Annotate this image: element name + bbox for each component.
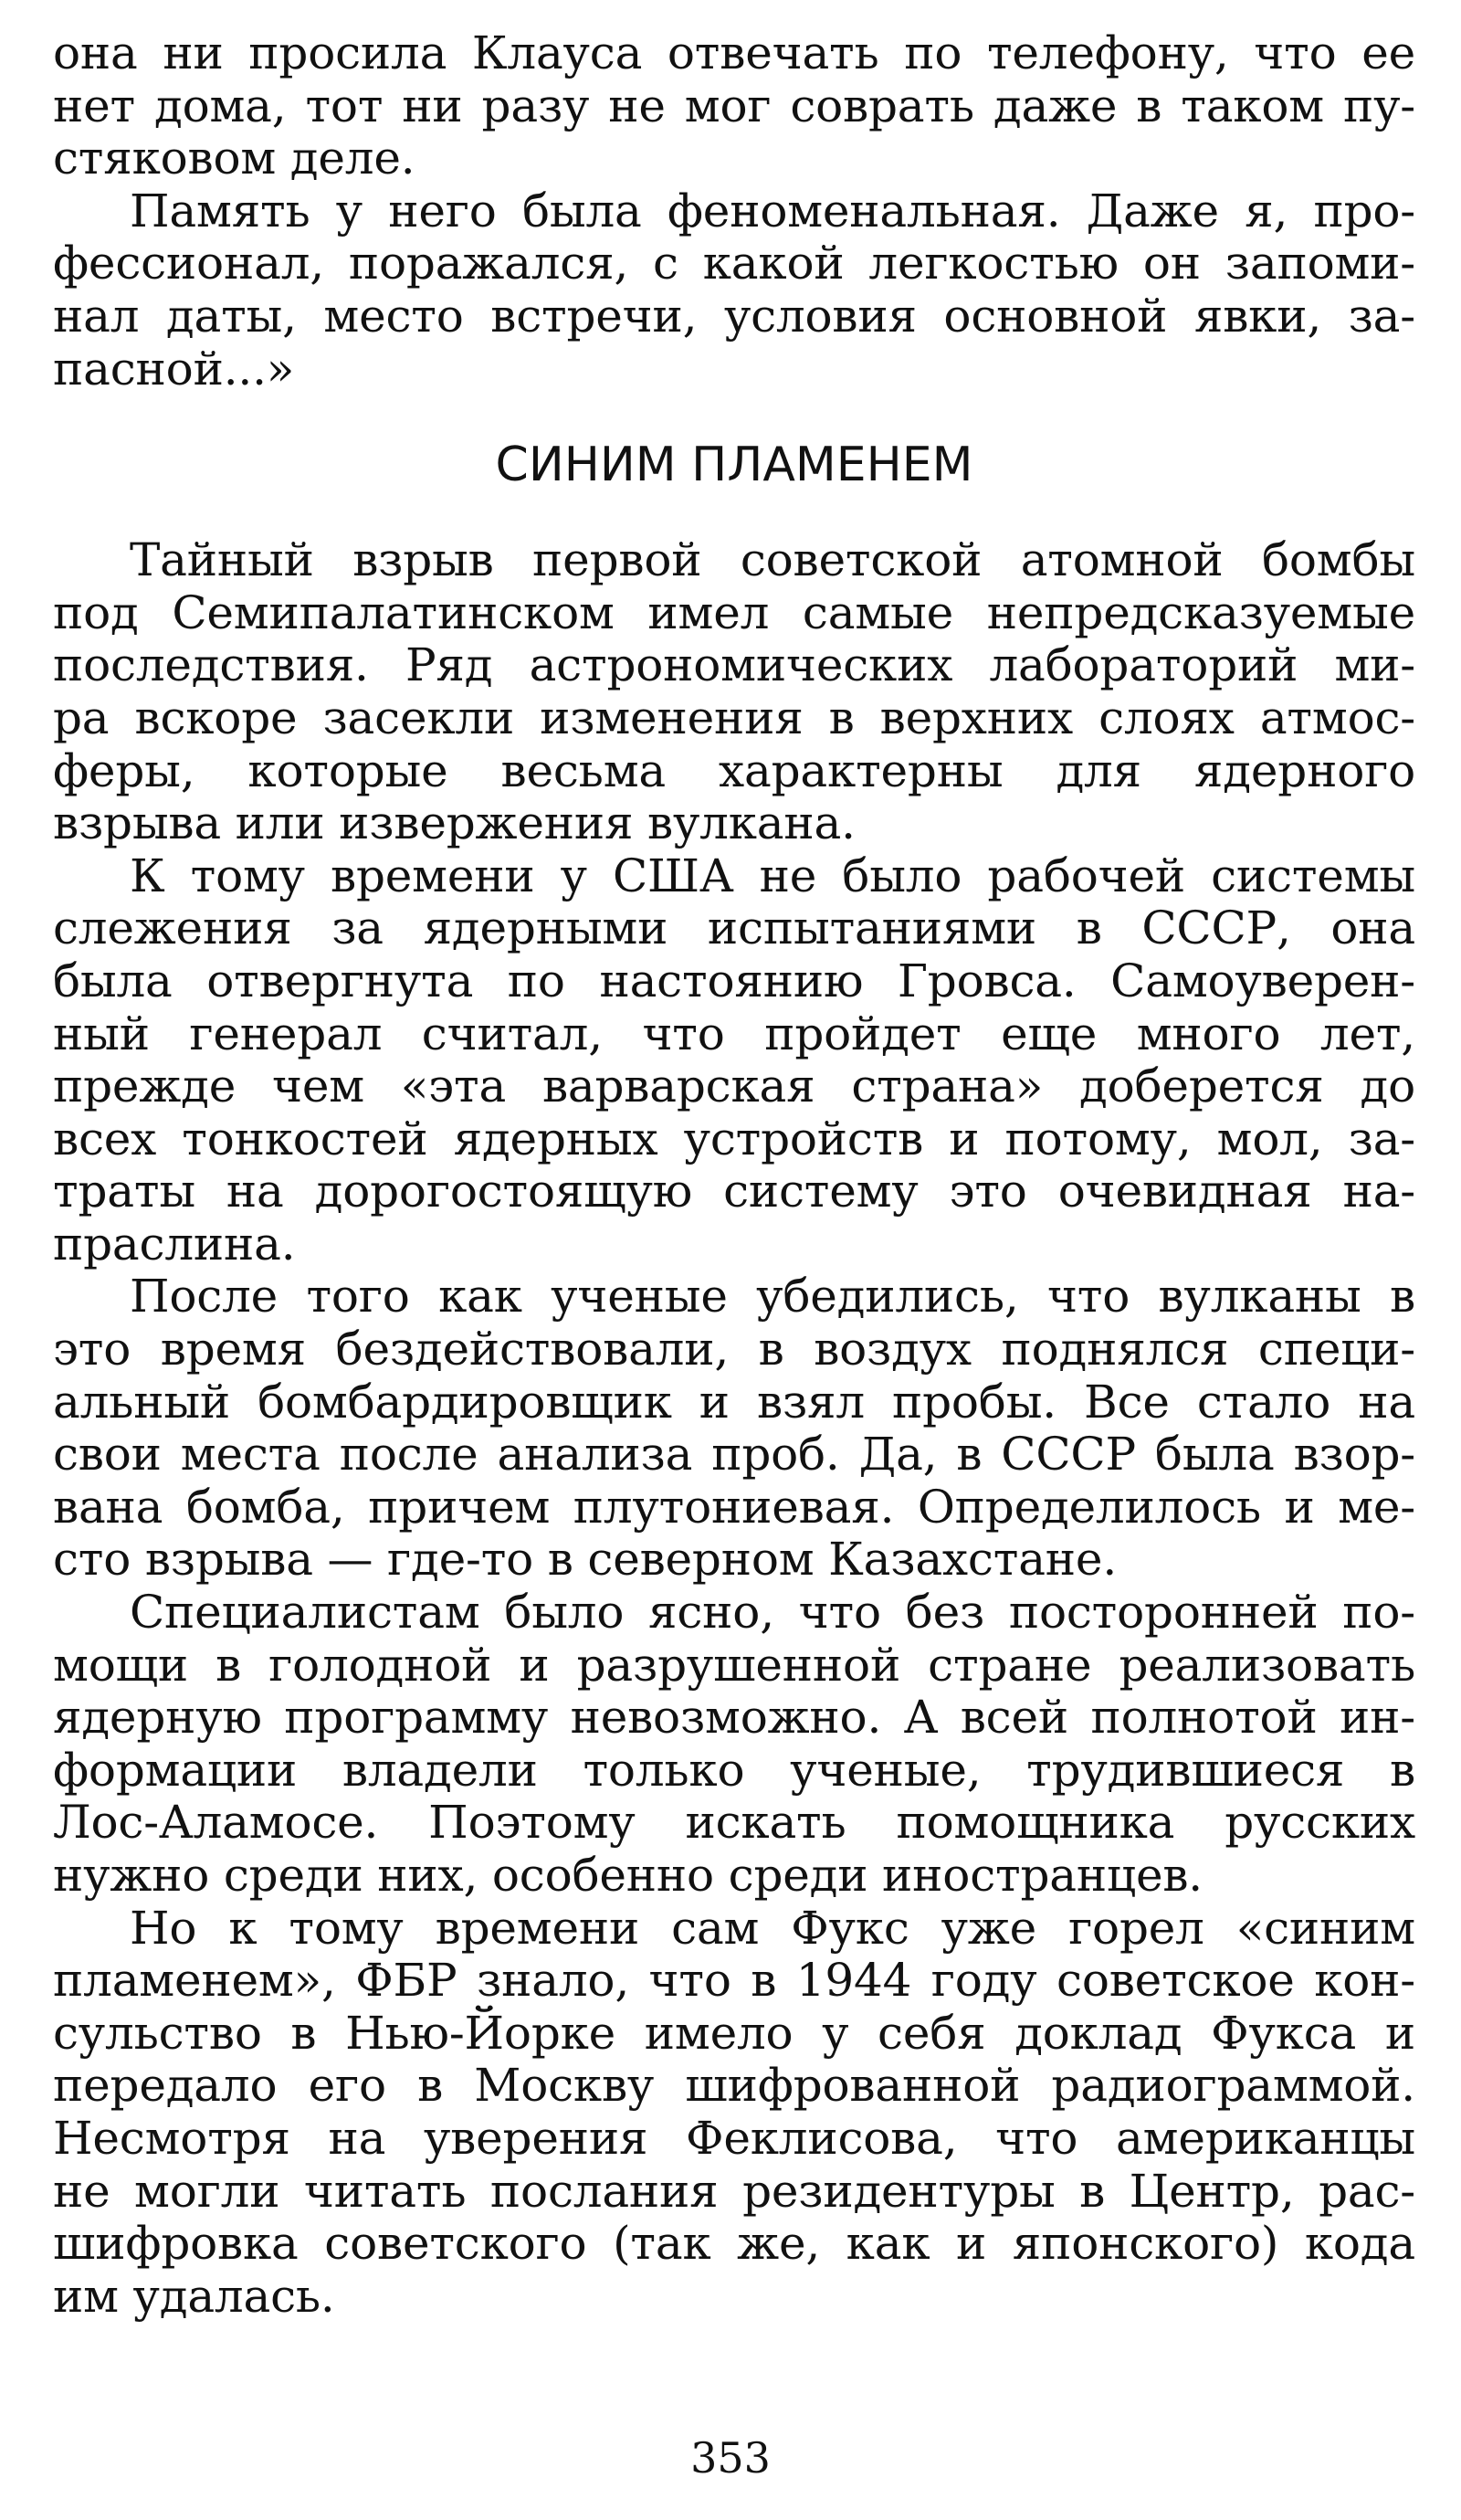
paragraph [53, 1903, 1415, 2324]
text-line: Тайный взрыв первой советской атомной бомбы [130, 533, 1415, 587]
text-line: нал даты, место встречи, условия основной явки, за- [53, 289, 1415, 343]
page-number: 353 [690, 2433, 771, 2483]
text-line: сто взрыва — где-то в северном Казахстане. [53, 1533, 1118, 1587]
text-line: пламенем», ФБР знало, что в 1944 году советское кон- [53, 1954, 1415, 2008]
text-line: передало его в Москву шифрованной радиограммой. [53, 2059, 1415, 2113]
text-line: нужно среди них, особенно среди иностранцев. [53, 1849, 1203, 1902]
text-line: слежения за ядерными испытаниями в СССР, она [53, 902, 1415, 955]
text-line: праслина. [53, 1217, 296, 1271]
text-line: всех тонкостей ядерных устройств и потому, мол, за- [53, 1112, 1415, 1165]
text-line: она ни просила Клауса отвечать по телефону, что ее [53, 26, 1415, 79]
text-line: Память у него была феноменальная. Даже я, про- [130, 184, 1415, 237]
text-line: траты на дорогостоящую систему это очевидная на- [53, 1165, 1415, 1218]
paragraph [53, 1271, 1415, 1587]
text-line: прежде чем «эта варварская страна» доберется до [53, 1060, 1415, 1113]
text-line: не могли читать послания резидентуры в Центр, рас- [53, 2164, 1415, 2218]
text-line: была отвергнута по настоянию Гровса. Самоуверен- [53, 954, 1415, 1007]
paragraph [53, 27, 1415, 185]
text-line: ядерную программу невозможно. А всей полнотой ин- [53, 1691, 1415, 1745]
paragraph [53, 850, 1415, 1271]
text-line: Но к тому времени сам Фукс уже горел «синим [130, 1901, 1415, 1955]
text-line: формации владели только ученые, трудившиеся в [53, 1743, 1415, 1797]
text-line: После того как ученые убедились, что вулканы в [130, 1270, 1415, 1323]
paragraph [53, 534, 1415, 850]
text-line: К тому времени у США не было рабочей системы [130, 849, 1415, 902]
text-line: вана бомба, причем плутониевая. Определилось и ме- [53, 1480, 1415, 1534]
book-page [53, 27, 1415, 2323]
text-line: ный генерал считал, что пройдет еще много лет, [53, 1007, 1415, 1060]
text-line: Несмотря на уверения Феклисова, что американцы [53, 2111, 1415, 2165]
text-line: последствия. Ряд астрономических лабораторий ми- [53, 638, 1415, 692]
text-line: под Семипалатинском имел самые непредсказуемые [53, 585, 1415, 639]
text-line: фессионал, поражался, с какой легкостью он запоми- [53, 237, 1415, 290]
text-line: альный бомбардировщик и взял пробы. Все стало на [53, 1375, 1415, 1429]
text-line: это время бездействовали, в воздух поднялся специ- [53, 1323, 1415, 1376]
text-line: пасной...» [53, 342, 295, 395]
text-line: им удалась. [53, 2269, 335, 2323]
text-line: взрыва или извержения вулкана. [53, 796, 856, 850]
text-line: ра вскоре засекли изменения в верхних слоях атмос- [53, 691, 1415, 744]
text-line: Специалистам было ясно, что без посторонней по- [130, 1586, 1415, 1640]
text-line: сульство в Нью-Йорке имело у себя доклад Фукса и [53, 2006, 1415, 2060]
text-line: стяковом деле. [53, 132, 415, 185]
paragraph [53, 1587, 1415, 1903]
text-line: феры, которые весьма характерны для ядерного [53, 743, 1415, 797]
text-line: свои места после анализа проб. Да, в СССР была взор- [53, 1428, 1415, 1481]
section-heading: СИНИМ ПЛАМЕНЕМ [495, 438, 973, 493]
paragraph [53, 185, 1415, 395]
text-line: нет дома, тот ни разу не мог соврать даже в таком пу- [53, 79, 1415, 132]
text-line: Лос-Аламосе. Поэтому искать помощника русских [53, 1796, 1415, 1850]
text-line: мощи в голодной и разрушенной стране реализовать [53, 1638, 1415, 1692]
text-line: шифровка советского (так же, как и японского) кода [53, 2217, 1415, 2271]
